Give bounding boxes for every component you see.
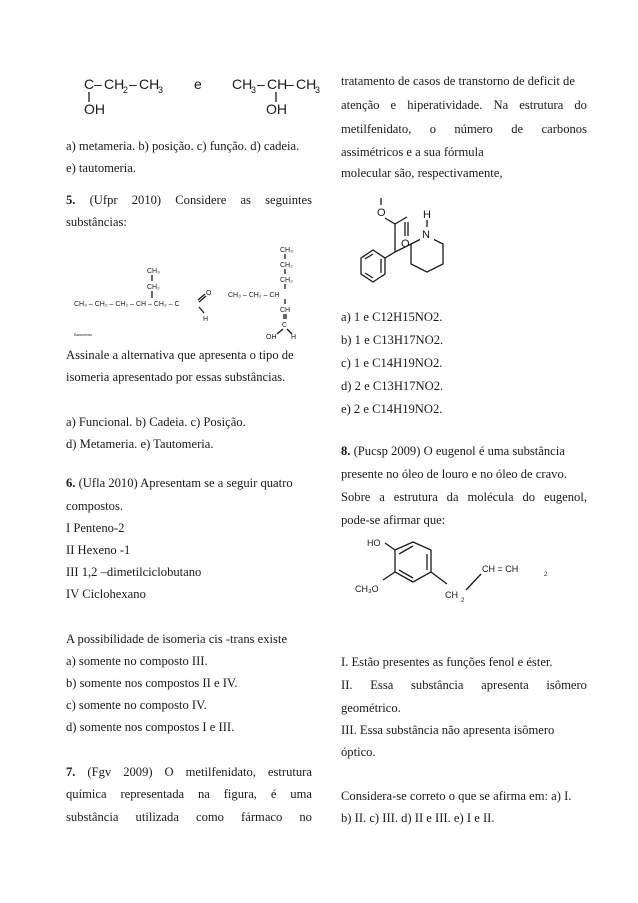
q7-atom-h: H (423, 209, 431, 221)
q7-option-d: d) 2 e C13H17NO2. (341, 379, 444, 393)
q5-question-line1: Assinale a alternativa que apresenta o tipo de (66, 348, 294, 362)
q8-number: 8. (341, 444, 351, 458)
q7-line5: atenção e hiperatividade. Na estrutura do (341, 98, 587, 112)
q7-line7: assimétricos e a sua fórmula (341, 145, 484, 159)
q5-number: 5. (66, 193, 76, 207)
svg-text:CH: CH (280, 307, 291, 314)
q7-line4: tratamento de casos de transtorno de deficit de (341, 74, 575, 88)
q8-answer-line1: Considera-se correto o que se afirma em: a) I. (341, 789, 572, 803)
q4-a-oh: OH (84, 101, 105, 117)
svg-text:CH₂: CH₂ (280, 277, 293, 284)
q4-a-c: C (84, 76, 95, 92)
q5-mol2-chain: CH₃ – CH₂ – CH (228, 292, 280, 299)
q6-heading: 6. (Ufla 2010) Apresentam se a seguir quatro (66, 476, 293, 490)
q7-option-e: e) 2 e C14H19NO2. (341, 402, 443, 416)
q6-option-a: a) somente no composto III. (66, 654, 208, 668)
svg-text:CH₃: CH₃ (147, 268, 160, 275)
q6-option-b: b) somente nos compostos II e IV. (66, 676, 238, 690)
q8-statement-3: III. Essa substância não apresenta isômero (341, 723, 555, 737)
q5-heading-line2: substâncias: (66, 215, 127, 229)
q8-line3: Sobre a estrutura da molécula do eugenol, (341, 490, 587, 504)
q8-line4: pode-se afirmar que: (341, 513, 446, 527)
q6-compound-1: I Penteno-2 (66, 521, 125, 535)
svg-text:2: 2 (544, 572, 548, 578)
q5-structures-figure (72, 240, 312, 340)
q7-atom-o2: O (401, 238, 410, 250)
svg-text:CH: CH (139, 76, 160, 92)
svg-text:CH₃: CH₃ (280, 247, 293, 254)
q8-atom-ch3o: CH₃O (355, 584, 379, 594)
q5-question-line2: isomeria apresentado por essas substâncias. (66, 370, 286, 384)
q7-number: 7. (66, 765, 76, 779)
svg-text:C: C (282, 322, 288, 329)
svg-text:H: H (291, 334, 297, 340)
q7-heading: 7. (Fgv 2009) O metilfenidato, estrutura (66, 761, 312, 785)
q8-statement-1: I. Estão presentes as funções fenol e éster. (341, 655, 553, 669)
q6-compound-2: II Hexeno -1 (66, 543, 131, 557)
svg-text:–: – (94, 76, 102, 92)
q6-compound-3: III 1,2 –dimetilciclobutano (66, 565, 202, 579)
q7-atom-o1: O (377, 207, 386, 219)
q5-heading: 5. (Ufpr 2010) Considere as seguintes (66, 193, 312, 207)
q7-option-a: a) 1 e C12H15NO2. (341, 310, 443, 324)
svg-text:CH: CH (267, 76, 288, 92)
svg-text:Bancofoto: Bancofoto (74, 332, 93, 337)
q8-statement-2b: geométrico. (341, 701, 401, 715)
q8-answer-line2: b) II. c) III. d) II e III. e) I e II. (341, 811, 495, 825)
q7-line6: metilfenidato, o número de carbonos (341, 122, 587, 136)
q4-structures-figure (84, 72, 346, 120)
svg-text:CH: CH (445, 590, 458, 600)
q6-number: 6. (66, 476, 76, 490)
q8-heading: 8. (Pucsp 2009) O eugenol é uma substância (341, 444, 565, 458)
q4-b-oh: OH (266, 101, 287, 117)
svg-text:CH₂: CH₂ (280, 262, 293, 269)
q5-options-line1: a) Funcional. b) Cadeia. c) Posição. (66, 415, 246, 429)
svg-text:2: 2 (461, 598, 465, 604)
q8-statement-3b: óptico. (341, 745, 376, 759)
svg-text:OH: OH (266, 334, 277, 340)
q8-statement-2: II. Essa substância apresenta isômero (341, 678, 587, 692)
q4-options-line1: a) metameria. b) posição. c) função. d) cadeia. (66, 139, 300, 153)
q5-options-line2: d) Metameria. e) Tautomeria. (66, 437, 214, 451)
svg-text:3: 3 (158, 85, 164, 95)
svg-text:CH₂: CH₂ (147, 284, 160, 291)
q8-vinyl-group: CH = CH (482, 564, 519, 574)
q8-eugenol-figure (349, 532, 589, 610)
q7-atom-n: N (422, 229, 430, 241)
q7-line3: substância utilizada como fármaco no (66, 810, 312, 824)
svg-text:–: – (129, 76, 137, 92)
svg-text:3: 3 (315, 85, 321, 95)
q5-mol1-chain: CH₃ – CH₂ – CH₂ – CH – CH₂ – C (74, 301, 180, 308)
svg-text:–: – (257, 76, 265, 92)
q7-line8: molecular são, respectivamente, (341, 166, 503, 180)
svg-text:2: 2 (123, 85, 129, 95)
svg-text:CH: CH (296, 76, 317, 92)
q8-line2: presente no óleo de louro e no óleo de cravo. (341, 467, 567, 481)
svg-text:O: O (206, 290, 212, 297)
q6-heading-line2: compostos. (66, 499, 124, 513)
q6-option-c: c) somente no composto IV. (66, 698, 207, 712)
q7-methylphenidate-figure (343, 192, 473, 304)
q7-option-b: b) 1 e C13H17NO2. (341, 333, 444, 347)
q6-compound-4: IV Ciclohexano (66, 587, 146, 601)
q8-atom-ho: HO (367, 538, 381, 548)
q6-question: A possibilidade de isomeria cis -trans existe (66, 632, 288, 646)
svg-text:H: H (203, 316, 209, 323)
svg-text:3: 3 (251, 85, 257, 95)
svg-text:CH: CH (232, 76, 253, 92)
svg-text:CH: CH (104, 76, 125, 92)
q7-line2: química representada na figura, é uma (66, 787, 312, 801)
q4-options-line2: e) tautomeria. (66, 161, 136, 175)
svg-text:–: – (286, 76, 294, 92)
q4-e: e (194, 76, 202, 92)
q6-option-d: d) somente nos compostos I e III. (66, 720, 235, 734)
q7-option-c: c) 1 e C14H19NO2. (341, 356, 443, 370)
